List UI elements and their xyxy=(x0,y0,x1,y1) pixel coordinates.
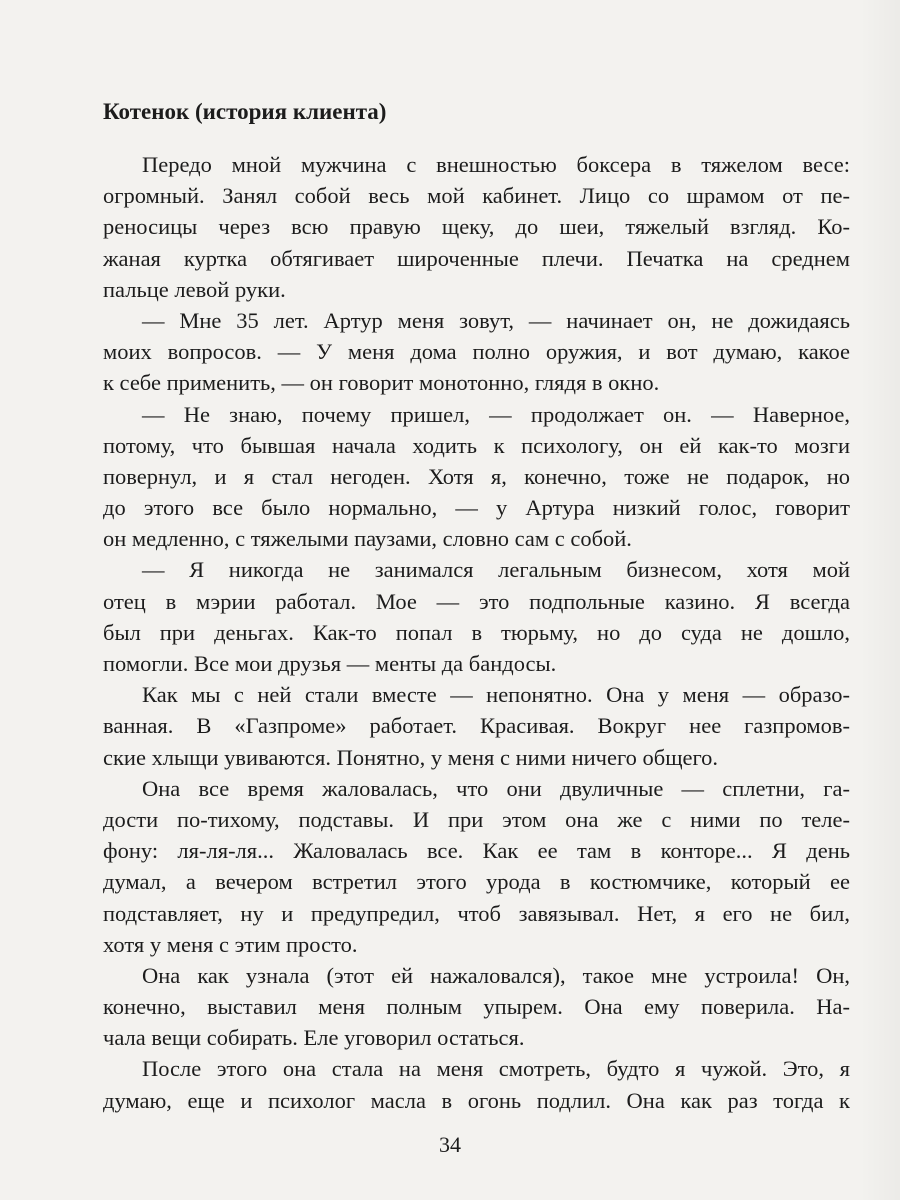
text-line: до этого все было нормально, — у Артура низкий голос, говорит xyxy=(103,495,850,521)
text-line: Передо мной мужчина с внешностью боксера в тяжелом весе: xyxy=(142,152,850,177)
body-text xyxy=(103,149,850,1116)
text-line: к себе применить, — он говорит монотонно, глядя в окно. xyxy=(103,370,660,396)
text-line: Она все время жаловалась, что они двуличные — сплетни, га- xyxy=(142,775,850,801)
paragraph xyxy=(103,773,850,960)
paragraph xyxy=(103,960,850,1054)
paragraph xyxy=(103,679,850,773)
section-title: Котенок (история клиента) xyxy=(103,99,387,124)
text-line: — Мне 35 лет. Артур меня зовут, — начинает он, не дожидаясь xyxy=(142,307,850,333)
text-line: Как мы с ней стали вместе — непонятно. Она у меня — образо- xyxy=(142,682,850,708)
text-line: думаю, еще и психолог масла в огонь подлил. Она как раз тогда к xyxy=(103,1087,850,1113)
text-line: дости по-тихому, подставы. И при этом она же с ними по теле- xyxy=(103,806,850,832)
paragraph xyxy=(103,399,850,555)
text-line: конечно, выставил меня полным упырем. Она ему поверила. На- xyxy=(103,994,850,1020)
text-line: фону: ля-ля-ля... Жаловалась все. Как ее там в конторе... Я день xyxy=(103,838,850,864)
text-line: ванная. В «Газпроме» работает. Красивая. Вокруг нее газпромов- xyxy=(103,713,850,739)
text-line: повернул, и я стал негоден. Хотя я, конечно, тоже не подарок, но xyxy=(103,463,850,489)
text-line: хотя у меня с этим просто. xyxy=(103,931,358,957)
text-line: ские хлыщи увиваются. Понятно, у меня с ними ничего общего. xyxy=(103,744,719,770)
page-edge-shadow xyxy=(860,0,900,1200)
text-line: пальце левой руки. xyxy=(103,276,286,302)
text-line: После этого она стала на меня смотреть, будто я чужой. Это, я xyxy=(142,1056,850,1082)
paragraph xyxy=(103,149,850,305)
text-line: — Я никогда не занимался легальным бизнесом, хотя мой xyxy=(142,557,850,583)
text-line: огромный. Занял собой весь мой кабинет. Лицо со шрамом от пе- xyxy=(103,183,850,209)
text-line: отец в мэрии работал. Мое — это подпольные казино. Я всегда xyxy=(103,588,850,614)
text-line: потому, что бывшая начала ходить к психологу, он ей как-то мозги xyxy=(103,432,850,458)
page-number: 34 xyxy=(439,1132,461,1157)
text-line: чала вещи собирать. Еле уговорил остаться. xyxy=(103,1025,525,1051)
text-line: думал, а вечером встретил этого урода в костюмчике, который ее xyxy=(103,869,850,895)
text-line: жаная куртка обтягивает широченные плечи. Печатка на среднем xyxy=(103,245,850,271)
paragraph xyxy=(103,305,850,399)
text-line: Она как узнала (этот ей нажаловался), такое мне устроила! Он, xyxy=(142,962,850,988)
text-line: — Не знаю, почему пришел, — продолжает он. — Наверное, xyxy=(142,401,850,427)
paragraph xyxy=(103,554,850,679)
text-line: он медленно, с тяжелыми паузами, словно сам с собой. xyxy=(103,526,632,552)
text-line: помогли. Все мои друзья — менты да бандосы. xyxy=(103,651,557,676)
text-line: подставляет, ну и предупредил, чтоб завязывал. Нет, я его не бил, xyxy=(103,900,850,926)
paragraph xyxy=(103,1053,850,1115)
text-line: был при деньгах. Как-то попал в тюрьму, но до суда не дошло, xyxy=(103,619,850,645)
text-line: моих вопросов. — У меня дома полно оружия, и вот думаю, какое xyxy=(103,339,850,365)
text-line: реносицы через всю правую щеку, до шеи, тяжелый взгляд. Ко- xyxy=(103,214,850,240)
